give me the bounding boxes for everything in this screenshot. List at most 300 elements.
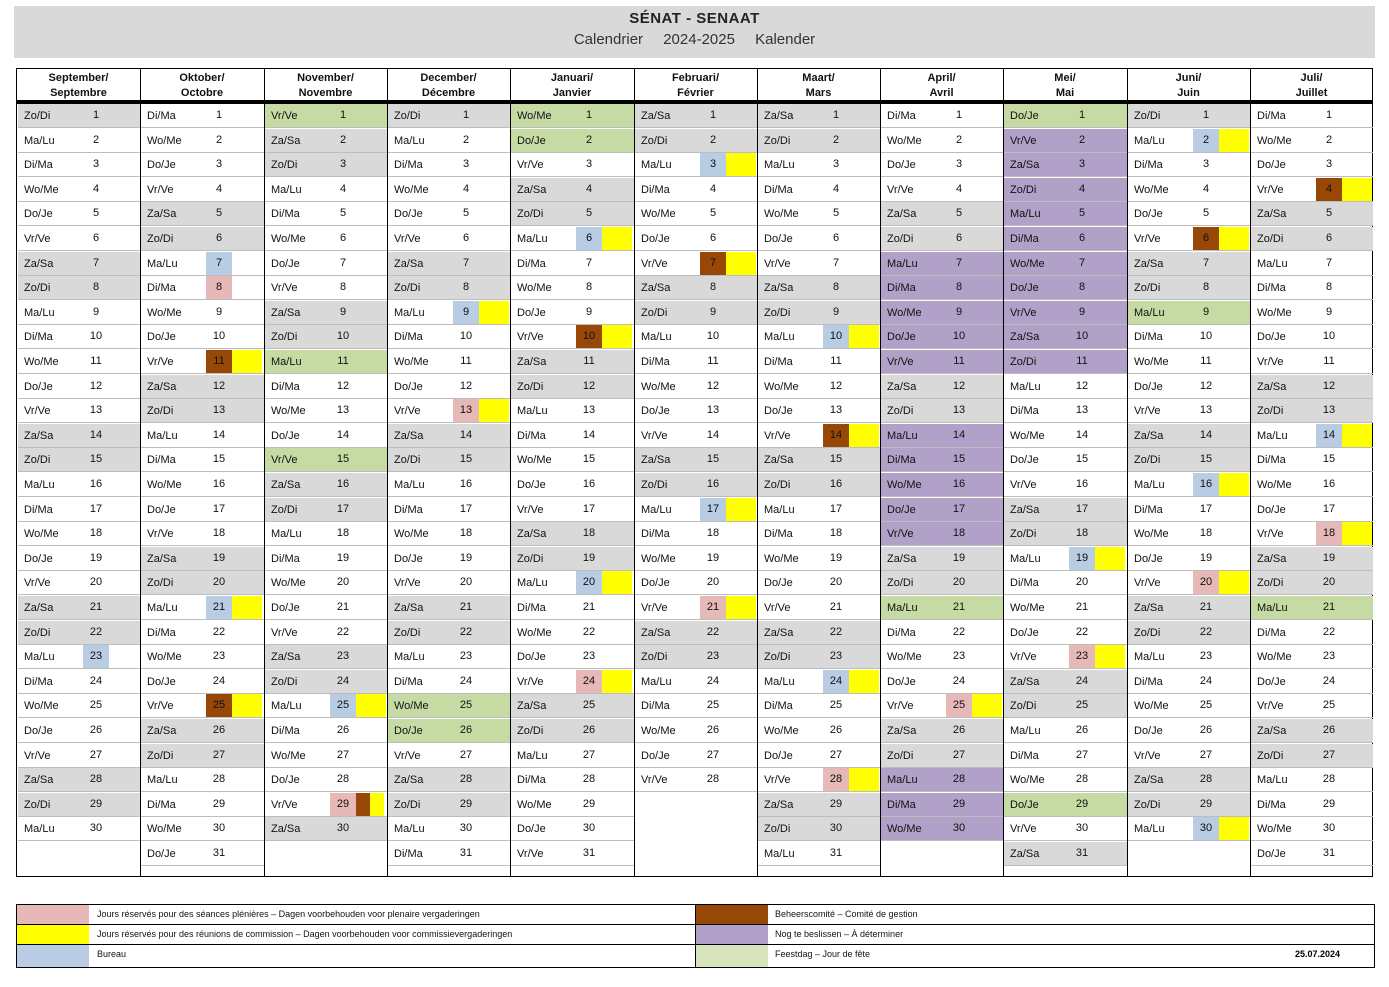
day-cell[interactable]	[388, 744, 510, 768]
day-cell[interactable]	[635, 744, 757, 768]
day-cell[interactable]	[141, 276, 264, 300]
day-cell[interactable]	[18, 252, 140, 276]
day-cell[interactable]	[511, 375, 634, 399]
day-cell[interactable]	[265, 104, 387, 128]
day-cell[interactable]	[265, 301, 387, 325]
day-cell[interactable]	[1004, 498, 1127, 522]
day-cell[interactable]	[1128, 645, 1250, 669]
day-cell[interactable]	[758, 350, 880, 374]
day-cell[interactable]	[18, 522, 140, 546]
day-cell[interactable]	[265, 645, 387, 669]
day-cell[interactable]	[1251, 227, 1373, 251]
day-cell[interactable]	[388, 547, 510, 571]
day-cell[interactable]	[1251, 498, 1373, 522]
day-cell[interactable]	[881, 621, 1003, 645]
day-cell[interactable]	[388, 522, 510, 546]
day-cell[interactable]	[881, 153, 1003, 177]
day-cell[interactable]	[141, 325, 264, 349]
day-cell[interactable]	[18, 571, 140, 595]
day-cell[interactable]	[141, 375, 264, 399]
day-cell[interactable]	[1128, 129, 1250, 153]
day-cell[interactable]	[1251, 399, 1373, 423]
day-cell[interactable]	[1004, 276, 1127, 300]
day-cell[interactable]	[881, 129, 1003, 153]
day-cell[interactable]	[1004, 178, 1127, 202]
day-cell[interactable]	[1004, 325, 1127, 349]
day-cell[interactable]	[1251, 621, 1373, 645]
day-cell[interactable]	[1251, 104, 1373, 128]
day-cell[interactable]	[265, 498, 387, 522]
day-cell[interactable]	[635, 325, 757, 349]
day-cell[interactable]	[635, 645, 757, 669]
day-cell[interactable]	[758, 252, 880, 276]
day-cell[interactable]	[265, 252, 387, 276]
day-cell[interactable]	[1004, 202, 1127, 226]
day-cell[interactable]	[388, 424, 510, 448]
day-cell[interactable]	[1251, 301, 1373, 325]
day-cell[interactable]	[18, 399, 140, 423]
day-cell[interactable]	[758, 817, 880, 841]
day-cell[interactable]	[141, 227, 264, 251]
day-cell[interactable]	[635, 104, 757, 128]
day-cell[interactable]	[1128, 473, 1250, 497]
day-cell[interactable]	[265, 129, 387, 153]
day-cell[interactable]	[1004, 817, 1127, 841]
day-cell[interactable]	[141, 424, 264, 448]
day-cell[interactable]	[635, 178, 757, 202]
day-cell[interactable]	[881, 473, 1003, 497]
day-cell[interactable]	[18, 621, 140, 645]
day-cell[interactable]	[1004, 350, 1127, 374]
day-cell[interactable]	[1128, 571, 1250, 595]
day-cell[interactable]	[388, 645, 510, 669]
day-cell[interactable]	[265, 448, 387, 472]
day-cell[interactable]	[18, 768, 140, 792]
day-cell[interactable]	[1251, 276, 1373, 300]
day-cell[interactable]	[758, 571, 880, 595]
day-cell[interactable]	[881, 645, 1003, 669]
day-cell[interactable]	[1128, 498, 1250, 522]
day-cell[interactable]	[1128, 178, 1250, 202]
day-cell[interactable]	[18, 645, 140, 669]
day-cell[interactable]	[1004, 424, 1127, 448]
day-cell[interactable]	[758, 375, 880, 399]
day-cell[interactable]	[1004, 399, 1127, 423]
day-cell[interactable]	[18, 547, 140, 571]
day-cell[interactable]	[141, 817, 264, 841]
day-cell[interactable]	[388, 104, 510, 128]
day-cell[interactable]	[265, 596, 387, 620]
day-cell[interactable]	[511, 104, 634, 128]
day-cell[interactable]	[265, 153, 387, 177]
day-cell[interactable]	[18, 498, 140, 522]
day-cell[interactable]	[881, 325, 1003, 349]
day-cell[interactable]	[141, 129, 264, 153]
day-cell[interactable]	[511, 645, 634, 669]
day-cell[interactable]	[388, 129, 510, 153]
day-cell[interactable]	[758, 719, 880, 743]
day-cell[interactable]	[1004, 547, 1127, 571]
day-cell[interactable]	[141, 719, 264, 743]
day-cell[interactable]	[758, 301, 880, 325]
day-cell[interactable]	[141, 571, 264, 595]
day-cell[interactable]	[635, 301, 757, 325]
day-cell[interactable]	[265, 202, 387, 226]
day-cell[interactable]	[265, 768, 387, 792]
day-cell[interactable]	[1128, 227, 1250, 251]
day-cell[interactable]	[388, 301, 510, 325]
day-cell[interactable]	[635, 399, 757, 423]
day-cell[interactable]	[511, 227, 634, 251]
day-cell[interactable]	[758, 104, 880, 128]
day-cell[interactable]	[265, 694, 387, 718]
day-cell[interactable]	[265, 227, 387, 251]
day-cell[interactable]	[1004, 621, 1127, 645]
day-cell[interactable]	[758, 744, 880, 768]
day-cell[interactable]	[881, 793, 1003, 817]
day-cell[interactable]	[758, 178, 880, 202]
day-cell[interactable]	[881, 202, 1003, 226]
day-cell[interactable]	[265, 276, 387, 300]
day-cell[interactable]	[141, 498, 264, 522]
day-cell[interactable]	[388, 694, 510, 718]
day-cell[interactable]	[511, 522, 634, 546]
day-cell[interactable]	[635, 768, 757, 792]
day-cell[interactable]	[18, 719, 140, 743]
day-cell[interactable]	[1251, 153, 1373, 177]
day-cell[interactable]	[1128, 768, 1250, 792]
day-cell[interactable]	[1128, 252, 1250, 276]
day-cell[interactable]	[1128, 202, 1250, 226]
day-cell[interactable]	[388, 842, 510, 866]
day-cell[interactable]	[1004, 670, 1127, 694]
day-cell[interactable]	[18, 744, 140, 768]
day-cell[interactable]	[18, 424, 140, 448]
day-cell[interactable]	[1004, 522, 1127, 546]
day-cell[interactable]	[141, 522, 264, 546]
day-cell[interactable]	[1004, 842, 1127, 866]
day-cell[interactable]	[1004, 252, 1127, 276]
day-cell[interactable]	[635, 448, 757, 472]
day-cell[interactable]	[1128, 104, 1250, 128]
day-cell[interactable]	[1251, 744, 1373, 768]
day-cell[interactable]	[388, 596, 510, 620]
day-cell[interactable]	[141, 596, 264, 620]
day-cell[interactable]	[1128, 621, 1250, 645]
day-cell[interactable]	[1251, 694, 1373, 718]
day-cell[interactable]	[265, 817, 387, 841]
day-cell[interactable]	[1251, 719, 1373, 743]
day-cell[interactable]	[1251, 522, 1373, 546]
day-cell[interactable]	[1004, 571, 1127, 595]
day-cell[interactable]	[635, 498, 757, 522]
day-cell[interactable]	[511, 694, 634, 718]
day-cell[interactable]	[1128, 694, 1250, 718]
day-cell[interactable]	[758, 670, 880, 694]
day-cell[interactable]	[388, 375, 510, 399]
day-cell[interactable]	[1004, 301, 1127, 325]
day-cell[interactable]	[758, 645, 880, 669]
day-cell[interactable]	[511, 547, 634, 571]
day-cell[interactable]	[511, 498, 634, 522]
day-cell[interactable]	[511, 768, 634, 792]
day-cell[interactable]	[881, 498, 1003, 522]
day-cell[interactable]	[18, 350, 140, 374]
day-cell[interactable]	[265, 744, 387, 768]
day-cell[interactable]	[141, 694, 264, 718]
day-cell[interactable]	[18, 448, 140, 472]
day-cell[interactable]	[881, 227, 1003, 251]
day-cell[interactable]	[1128, 399, 1250, 423]
day-cell[interactable]	[635, 350, 757, 374]
day-cell[interactable]	[1128, 276, 1250, 300]
day-cell[interactable]	[635, 252, 757, 276]
day-cell[interactable]	[18, 817, 140, 841]
day-cell[interactable]	[388, 768, 510, 792]
day-cell[interactable]	[18, 301, 140, 325]
day-cell[interactable]	[388, 571, 510, 595]
day-cell[interactable]	[1128, 670, 1250, 694]
day-cell[interactable]	[1004, 719, 1127, 743]
day-cell[interactable]	[511, 719, 634, 743]
day-cell[interactable]	[265, 571, 387, 595]
day-cell[interactable]	[141, 202, 264, 226]
day-cell[interactable]	[18, 596, 140, 620]
day-cell[interactable]	[881, 547, 1003, 571]
day-cell[interactable]	[1004, 473, 1127, 497]
day-cell[interactable]	[758, 202, 880, 226]
day-cell[interactable]	[511, 350, 634, 374]
day-cell[interactable]	[635, 621, 757, 645]
day-cell[interactable]	[1128, 522, 1250, 546]
day-cell[interactable]	[18, 375, 140, 399]
day-cell[interactable]	[635, 719, 757, 743]
day-cell[interactable]	[388, 621, 510, 645]
day-cell[interactable]	[881, 596, 1003, 620]
day-cell[interactable]	[18, 473, 140, 497]
day-cell[interactable]	[141, 178, 264, 202]
day-cell[interactable]	[388, 202, 510, 226]
day-cell[interactable]	[265, 547, 387, 571]
day-cell[interactable]	[141, 104, 264, 128]
day-cell[interactable]	[758, 276, 880, 300]
day-cell[interactable]	[265, 793, 387, 817]
day-cell[interactable]	[388, 473, 510, 497]
day-cell[interactable]	[388, 448, 510, 472]
day-cell[interactable]	[635, 522, 757, 546]
day-cell[interactable]	[758, 793, 880, 817]
day-cell[interactable]	[881, 104, 1003, 128]
day-cell[interactable]	[388, 399, 510, 423]
day-cell[interactable]	[635, 473, 757, 497]
day-cell[interactable]	[881, 522, 1003, 546]
day-cell[interactable]	[141, 350, 264, 374]
day-cell[interactable]	[758, 842, 880, 866]
day-cell[interactable]	[881, 670, 1003, 694]
day-cell[interactable]	[881, 768, 1003, 792]
day-cell[interactable]	[18, 276, 140, 300]
day-cell[interactable]	[1251, 178, 1373, 202]
day-cell[interactable]	[881, 350, 1003, 374]
day-cell[interactable]	[1004, 227, 1127, 251]
day-cell[interactable]	[511, 202, 634, 226]
day-cell[interactable]	[881, 252, 1003, 276]
day-cell[interactable]	[1251, 473, 1373, 497]
day-cell[interactable]	[1004, 153, 1127, 177]
day-cell[interactable]	[511, 793, 634, 817]
day-cell[interactable]	[1004, 694, 1127, 718]
day-cell[interactable]	[511, 817, 634, 841]
day-cell[interactable]	[881, 399, 1003, 423]
day-cell[interactable]	[265, 375, 387, 399]
day-cell[interactable]	[1128, 596, 1250, 620]
day-cell[interactable]	[1004, 129, 1127, 153]
day-cell[interactable]	[388, 276, 510, 300]
day-cell[interactable]	[141, 842, 264, 866]
day-cell[interactable]	[1251, 129, 1373, 153]
day-cell[interactable]	[1004, 768, 1127, 792]
day-cell[interactable]	[758, 399, 880, 423]
day-cell[interactable]	[265, 670, 387, 694]
day-cell[interactable]	[511, 842, 634, 866]
day-cell[interactable]	[141, 621, 264, 645]
day-cell[interactable]	[881, 301, 1003, 325]
day-cell[interactable]	[1128, 350, 1250, 374]
day-cell[interactable]	[881, 375, 1003, 399]
day-cell[interactable]	[1128, 793, 1250, 817]
day-cell[interactable]	[18, 202, 140, 226]
day-cell[interactable]	[758, 129, 880, 153]
day-cell[interactable]	[511, 621, 634, 645]
day-cell[interactable]	[511, 596, 634, 620]
day-cell[interactable]	[265, 399, 387, 423]
day-cell[interactable]	[1128, 424, 1250, 448]
day-cell[interactable]	[141, 547, 264, 571]
day-cell[interactable]	[1251, 842, 1373, 866]
day-cell[interactable]	[265, 424, 387, 448]
day-cell[interactable]	[511, 571, 634, 595]
day-cell[interactable]	[1128, 448, 1250, 472]
day-cell[interactable]	[635, 596, 757, 620]
day-cell[interactable]	[511, 153, 634, 177]
day-cell[interactable]	[141, 670, 264, 694]
day-cell[interactable]	[18, 178, 140, 202]
day-cell[interactable]	[388, 252, 510, 276]
day-cell[interactable]	[1004, 744, 1127, 768]
day-cell[interactable]	[1004, 104, 1127, 128]
day-cell[interactable]	[511, 178, 634, 202]
day-cell[interactable]	[881, 571, 1003, 595]
day-cell[interactable]	[1251, 571, 1373, 595]
day-cell[interactable]	[388, 350, 510, 374]
day-cell[interactable]	[635, 571, 757, 595]
day-cell[interactable]	[635, 694, 757, 718]
day-cell[interactable]	[758, 227, 880, 251]
day-cell[interactable]	[1004, 448, 1127, 472]
day-cell[interactable]	[141, 473, 264, 497]
day-cell[interactable]	[758, 768, 880, 792]
day-cell[interactable]	[18, 153, 140, 177]
day-cell[interactable]	[511, 424, 634, 448]
day-cell[interactable]	[758, 153, 880, 177]
day-cell[interactable]	[1251, 793, 1373, 817]
day-cell[interactable]	[1128, 301, 1250, 325]
day-cell[interactable]	[881, 719, 1003, 743]
day-cell[interactable]	[141, 153, 264, 177]
day-cell[interactable]	[511, 129, 634, 153]
day-cell[interactable]	[1251, 768, 1373, 792]
day-cell[interactable]	[388, 227, 510, 251]
day-cell[interactable]	[758, 473, 880, 497]
day-cell[interactable]	[635, 153, 757, 177]
day-cell[interactable]	[1128, 153, 1250, 177]
day-cell[interactable]	[881, 448, 1003, 472]
day-cell[interactable]	[511, 448, 634, 472]
day-cell[interactable]	[1128, 375, 1250, 399]
day-cell[interactable]	[141, 448, 264, 472]
day-cell[interactable]	[1128, 547, 1250, 571]
day-cell[interactable]	[265, 325, 387, 349]
day-cell[interactable]	[635, 424, 757, 448]
day-cell[interactable]	[141, 399, 264, 423]
day-cell[interactable]	[1251, 252, 1373, 276]
day-cell[interactable]	[1128, 325, 1250, 349]
day-cell[interactable]	[635, 202, 757, 226]
day-cell[interactable]	[758, 424, 880, 448]
day-cell[interactable]	[511, 325, 634, 349]
day-cell[interactable]	[141, 793, 264, 817]
day-cell[interactable]	[388, 793, 510, 817]
day-cell[interactable]	[18, 325, 140, 349]
day-cell[interactable]	[758, 694, 880, 718]
day-cell[interactable]	[635, 276, 757, 300]
day-cell[interactable]	[1251, 325, 1373, 349]
day-cell[interactable]	[1251, 350, 1373, 374]
day-cell[interactable]	[1251, 375, 1373, 399]
day-cell[interactable]	[1004, 645, 1127, 669]
day-cell[interactable]	[1251, 670, 1373, 694]
day-cell[interactable]	[881, 178, 1003, 202]
day-cell[interactable]	[265, 719, 387, 743]
day-cell[interactable]	[1004, 375, 1127, 399]
day-cell[interactable]	[511, 276, 634, 300]
day-cell[interactable]	[1128, 744, 1250, 768]
day-cell[interactable]	[511, 744, 634, 768]
day-cell[interactable]	[388, 153, 510, 177]
day-cell[interactable]	[758, 498, 880, 522]
day-cell[interactable]	[265, 621, 387, 645]
day-cell[interactable]	[1251, 596, 1373, 620]
day-cell[interactable]	[1128, 719, 1250, 743]
day-cell[interactable]	[881, 424, 1003, 448]
day-cell[interactable]	[758, 547, 880, 571]
day-cell[interactable]	[388, 325, 510, 349]
day-cell[interactable]	[141, 744, 264, 768]
day-cell[interactable]	[881, 276, 1003, 300]
day-cell[interactable]	[758, 596, 880, 620]
day-cell[interactable]	[265, 473, 387, 497]
day-cell[interactable]	[1128, 817, 1250, 841]
day-cell[interactable]	[18, 670, 140, 694]
day-cell[interactable]	[511, 670, 634, 694]
day-cell[interactable]	[265, 350, 387, 374]
day-cell[interactable]	[1251, 202, 1373, 226]
day-cell[interactable]	[141, 645, 264, 669]
day-cell[interactable]	[388, 817, 510, 841]
day-cell[interactable]	[18, 793, 140, 817]
day-cell[interactable]	[1251, 547, 1373, 571]
day-cell[interactable]	[1004, 596, 1127, 620]
